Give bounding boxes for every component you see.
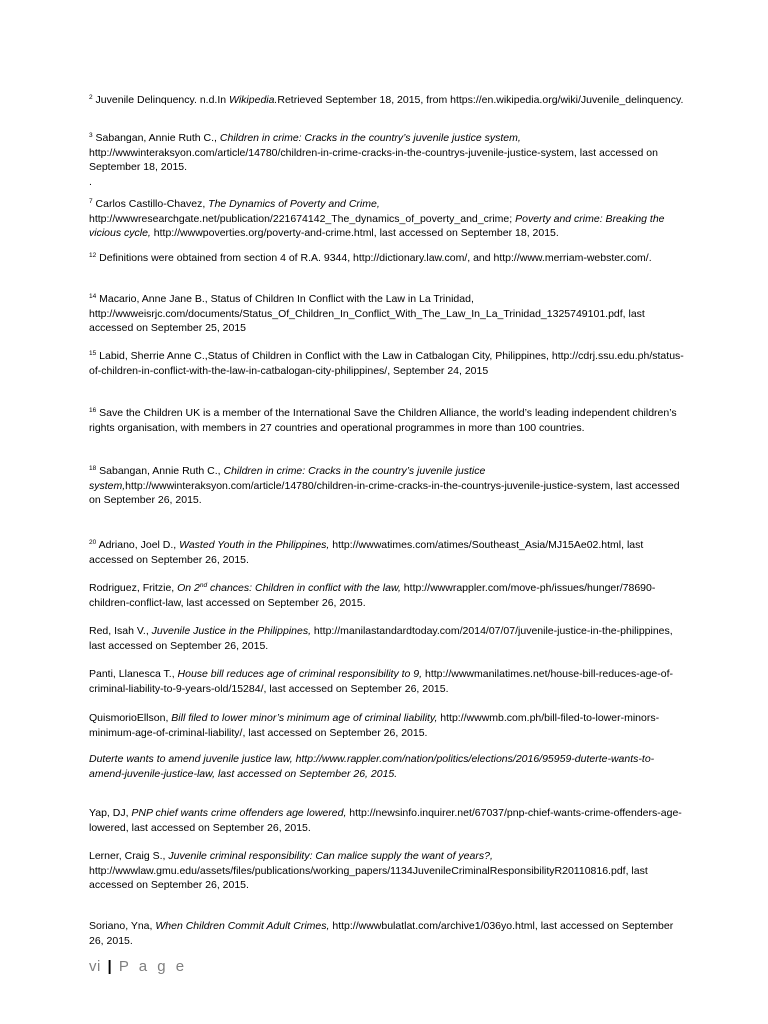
footnote-16: $^{16}$ Save the Children UK is a member of the International Save the Children Alliance, the world’s leading independent children’s rights organisation, with members in 27 countries and operational programmes in more than 100 countries. [89,407,677,434]
page-label: P a g e [118,958,188,975]
footnote-14: $^{14}$ Macario, Anne Jane B., Status of Children In Conflict with the Law in La Trinidad, http://wwweisrjc.com/documents/Status_Of_Children_In_Conflict_With_The_Law_In_La_Trinidad_1325749101.pdf, last accessed on September 25, 2015 [89,293,645,334]
reference-duterte: Duterte wants to amend juvenile justice law, http://www.rappler.com/nation/politics/elections/2016/95959-duterte-wants-to-amend-juvenile-justice-law, last accessed on September 26, 2015. [89,753,655,780]
footnote-marker: 20 [89,539,97,546]
reference-panti: Panti, Llanesca T., House bill reduces age of criminal responsibility to 9, http://wwwmanilatimes.net/house-bill-reduces-age-of-criminal-liability-to-9-years-old/15284/, last accessed on September 26, 2015. [89,668,674,695]
footnote-marker: 3 [89,132,93,139]
footnote-marker: 18 [89,465,97,472]
reference-yap: Yap, DJ, PNP chief wants crime offenders age lowered, http://newsinfo.inquirer.net/67037/pnp-chief-wants-crime-offenders-age-lowered, last accessed on September 26, 2015. [89,807,682,834]
footnote-2: $^2$ Juvenile Delinquency. n.d.In Wikipedia.Retrieved September 18, 2015, from https://en.wikipedia.org/wiki/Juvenile_delinquency. [89,94,684,106]
footnote-marker: 14 [89,293,97,300]
footnote-12: $^{12}$ Definitions were obtained from section 4 of R.A. 9344, http://dictionary.law.com/, and http://www.merriam-webster.com/. [89,252,652,264]
reference-quismorio: QuismorioEllson, Bill filed to lower minor’s minimum age of criminal liability, http://wwwmb.com.ph/bill-filed-to-lower-minors-minimum-age-of-criminal-liability/, last accessed on September 26, 2015. [89,712,660,739]
footnote-marker: 2 [89,94,93,101]
footnote-marker: 7 [89,198,93,205]
page-footer [89,958,187,975]
reference-red: Red, Isah V., Juvenile Justice in the Philippines, http://manilastandardtoday.com/2014/07/07/juvenile-justice-in-the-philippines, last accessed on September 26, 2015. [89,625,673,652]
reference-lerner: Lerner, Craig S., Juvenile criminal responsibility: Can malice supply the want of years?, http://wwwlaw.gmu.edu/assets/files/publications/working_papers/1134JuvenileCriminalResponsibilityR20110816.pdf, last accessed on September 26, 2015. [89,850,648,891]
footnote-18: $^{18}$ Sabangan, Annie Ruth C., Children in crime: Cracks in the country’s juvenile justice system,http://wwwinteraksyon.com/article/14780/children-in-crime-cracks-in-the-countrys-juvenile-justice-system, last accessed on September 26, 2015. [89,465,680,506]
footer-separator: | [107,958,113,975]
reference-rodriguez: Rodriguez, Fritzie, On 2nd chances: Children in conflict with the law, http://wwwrappler.com/move-ph/issues/hunger/78690-children-conflict-law, last accessed on September 26, 2015. [89,582,656,609]
reference-soriano: Soriano, Yna, When Children Commit Adult Crimes, http://wwwbulatlat.com/archive1/036yo.html, last accessed on September 26, 2015. [89,920,674,947]
footnote-20: $^{20}$ Adriano, Joel D., Wasted Youth in the Philippines, http://wwwatimes.com/atimes/Southeast_Asia/MJ15Ae02.html, last accessed on September 26, 2015. [89,539,644,566]
page-number: vi [89,958,101,975]
footnote-marker: 12 [89,252,97,259]
footnote-15: $^{15}$ Labid, Sherrie Anne C.,Status of Children in Conflict with the Law in Catbalogan City, Philippines, http://cdrj.ssu.edu.ph/status-of-children-in-conflict-with-the-law-in-catbalogan-city-philippines/, September 24, 2015 [89,350,684,377]
footnote-marker: 16 [89,407,97,414]
footnote-marker: 15 [89,350,97,357]
footnote-3: $^3$ Sabangan, Annie Ruth C., Children in crime: Cracks in the country’s juvenile justice system, http://wwwinteraksyon.com/article/14780/children-in-crime-cracks-in-the-countrys-juvenile-justice-system, last accessed on September 18, 2015. . [89,132,658,188]
footnote-7: $^7$ Carlos Castillo-Chavez, The Dynamics of Poverty and Crime, http://wwwresearchgate.net/publication/221674142_The_dynamics_of_poverty_and_crime; Poverty and crime: Breaking the vicious cycle, http://wwwpoverties.org/poverty-and-crime.html, last accessed on September 18, 2015. [89,198,665,239]
